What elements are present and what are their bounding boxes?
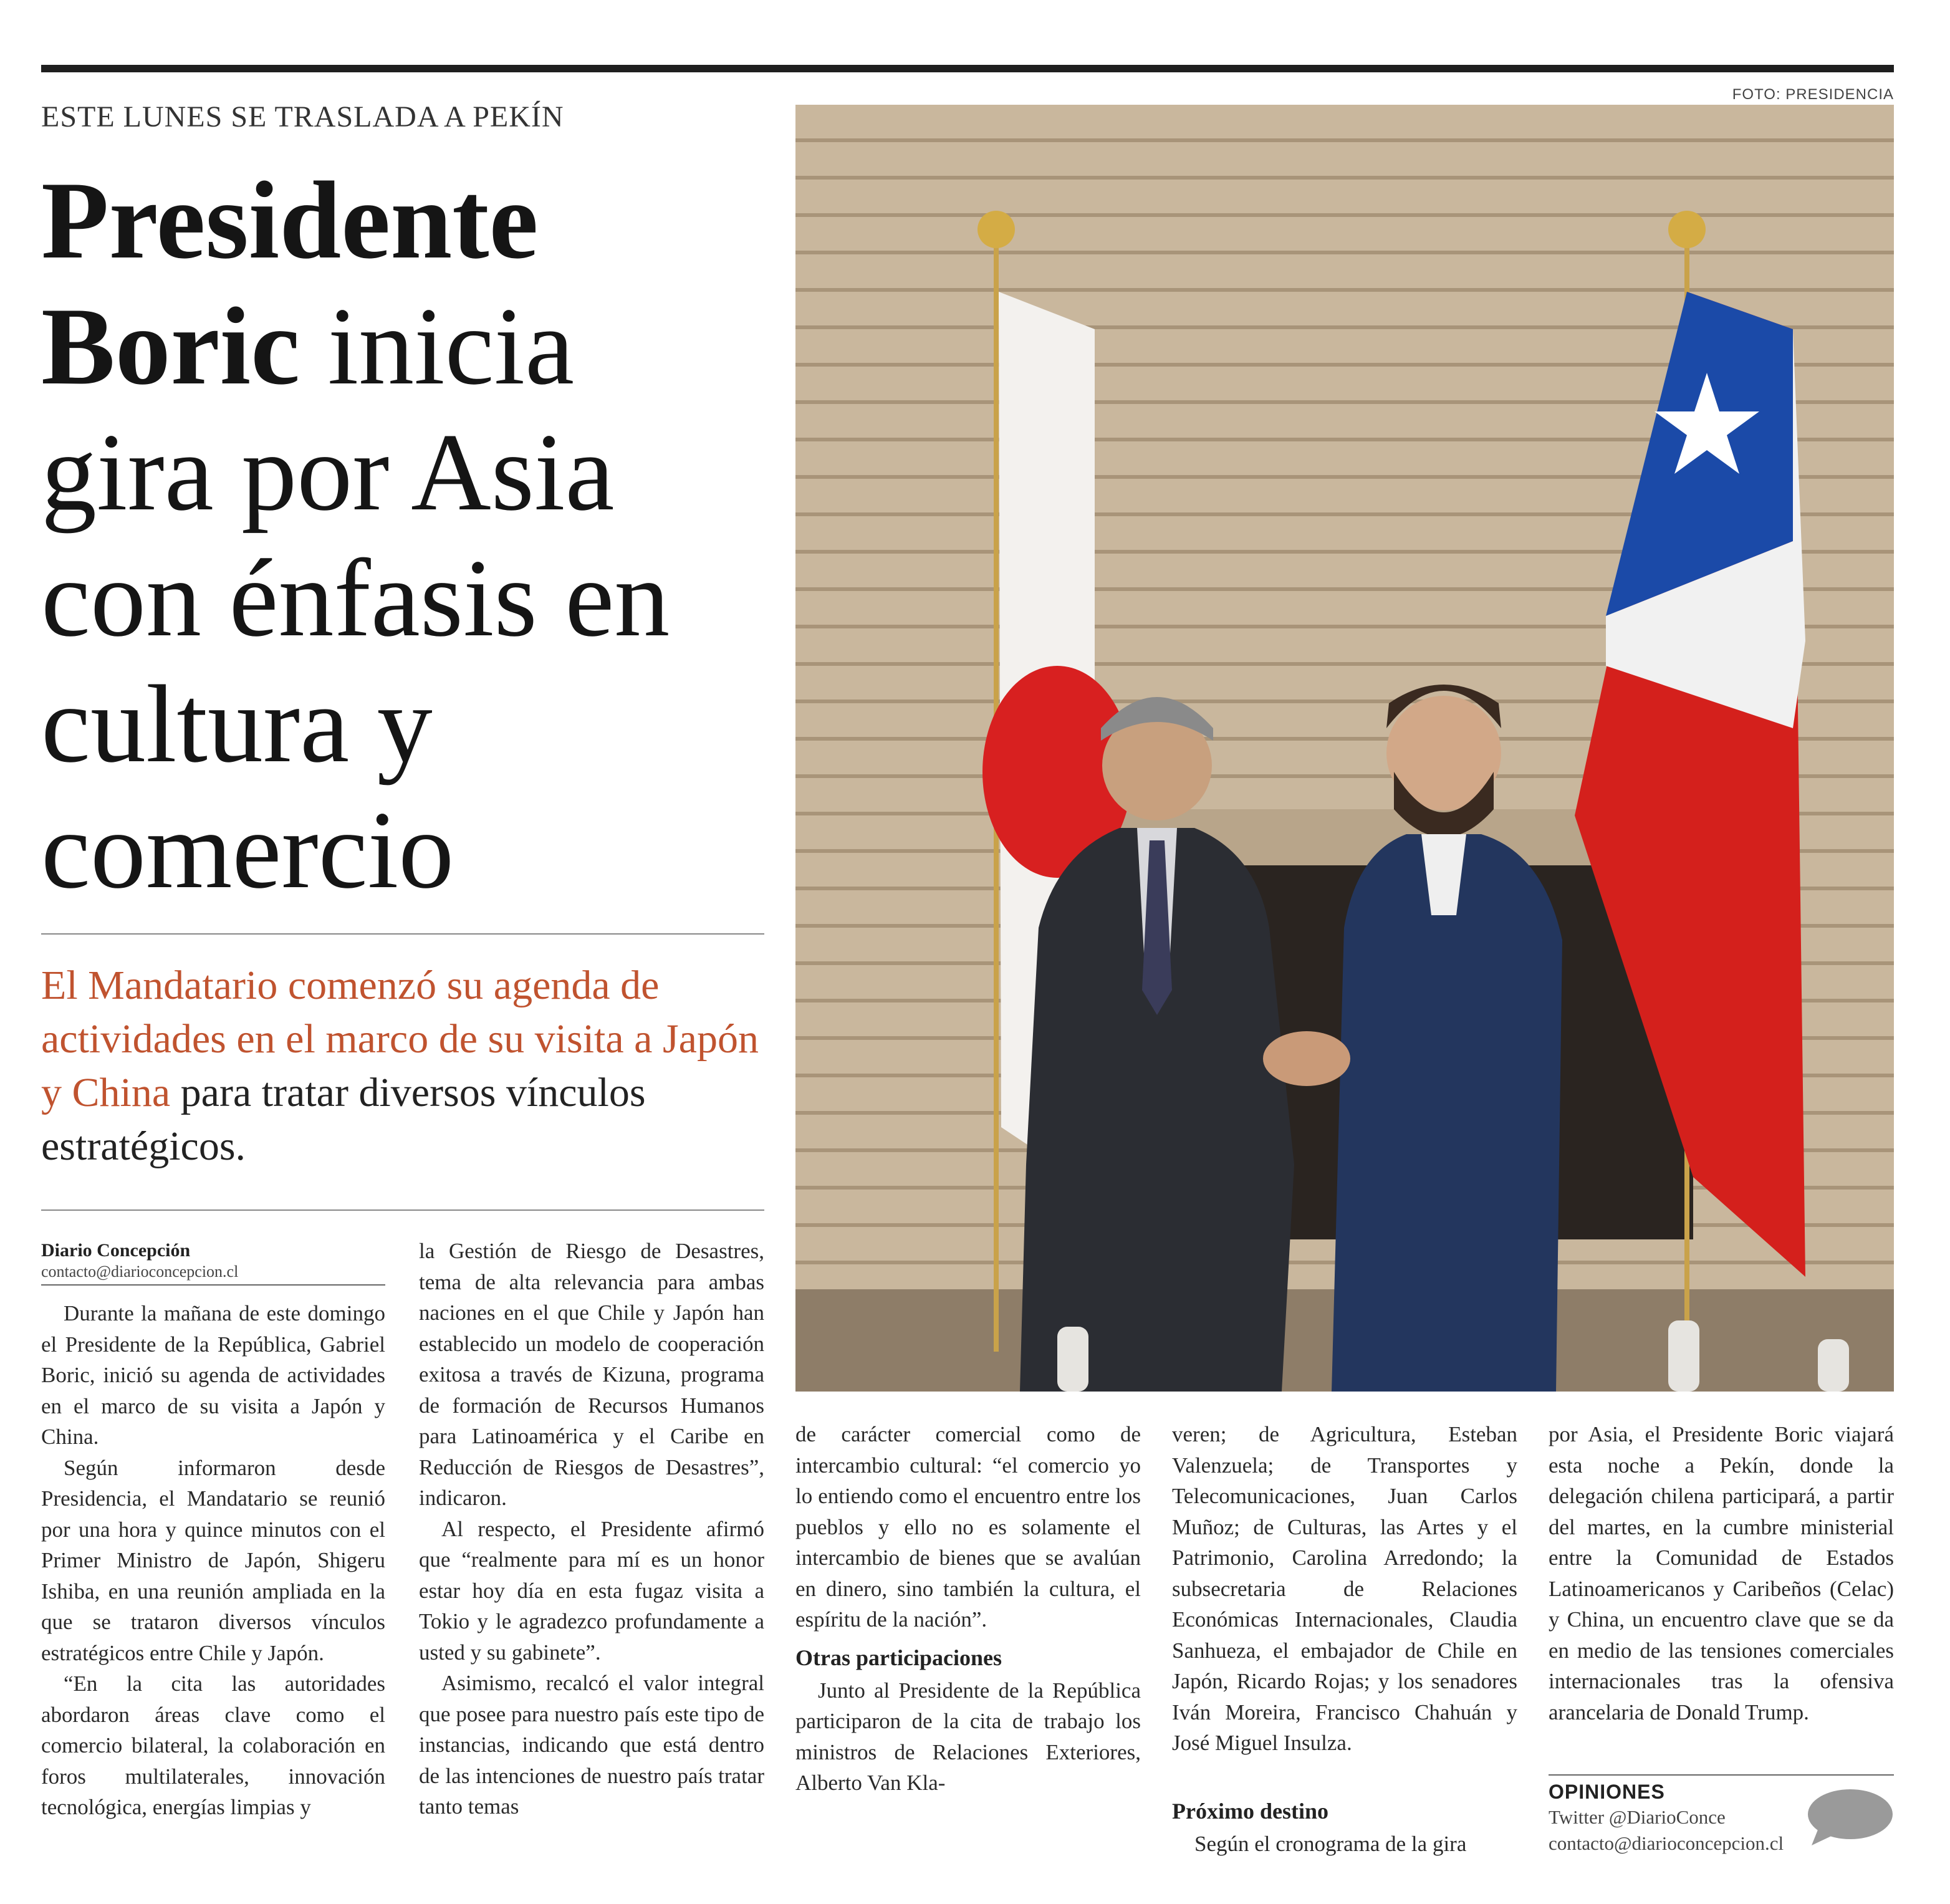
- pole-finial-left: [977, 211, 1015, 248]
- headline: [41, 157, 764, 913]
- photo-credit: FOTO: PRESIDENCIA: [1732, 86, 1894, 103]
- opiniones-email: contacto@diarioconcepcion.cl: [1549, 1832, 1784, 1854]
- paragraph-continued: veren; de Agricultura, Esteban Valenzuela; de Transportes y Telecomunicaciones, Juan Carlos Muñoz; de Culturas, las Artes y el Patrimonio, Carolina Arredondo; la subsecretaria de Relaciones Económicas Internacionales, Claudia Sanhueza, el embajador de Chile en Japón, Ricardo Rojas; y los senadores Iván Moreira, Francisco Chahuán y José Miguel Insulza.: [1172, 1422, 1517, 1755]
- column-3: [795, 1419, 1141, 1799]
- speech-bubble-icon: [1807, 1788, 1894, 1848]
- paragraph: Asimismo, recalcó el valor integral que posee para nuestro país este tipo de instancias, indicando que está dentro de las intenciones de nuestro país tratar tanto temas: [419, 1671, 764, 1819]
- kicker: ESTE LUNES SE TRASLADA A PEKÍN: [41, 100, 564, 133]
- bottle: [1057, 1327, 1088, 1392]
- headline-bold: Presidente Boric: [41, 158, 539, 408]
- paragraph: Junto al Presidente de la República participaron de la cita de trabajo los ministros de Relaciones Exteriores, Alberto Van Kla-: [795, 1678, 1141, 1795]
- opiniones-title: OPINIONES: [1549, 1781, 1665, 1803]
- headline-divider: [41, 933, 764, 935]
- paragraph: Según informaron desde Presidencia, el Mandatario se reunió por una hora y quince minutos con el Primer Ministro de Japón, Shigeru Ishiba, en una reunión ampliada en la que se trataron diversos vínculos estratégicos entre Chile y Japón.: [41, 1455, 385, 1665]
- subheading-otras-participaciones: Otras participaciones: [795, 1645, 1002, 1670]
- paragraph-continued: la Gestión de Riesgo de Desastres, tema de alta relevancia para ambas naciones en el que Chile y Japón han establecido un modelo de cooperación exitosa a través de Kizuna, programa de formación de Recursos Humanos para Latinoamérica y el Caribe en Reducción de Riesgos de Desastres”, indicaron.: [419, 1239, 764, 1510]
- paragraph: Durante la mañana de este domingo el Presidente de la República, Gabriel Boric, inició su agenda de actividades en el marco de su visita a Japón y China.: [41, 1301, 385, 1449]
- deck: [41, 959, 764, 1173]
- byline-name: Diario Concepción: [41, 1240, 191, 1261]
- column-4: [1172, 1419, 1517, 1859]
- paragraph-continued: por Asia, el Presidente Boric viajará esta noche a Pekín, donde la delegación chilena participará, a partir del martes, en la cumbre ministerial entre la Comunidad de Estados Latinoamericanos y Caribeños (Celac) y China, un encuentro clave que se da en medio de las tensiones comerciales internacionales tras la ofensiva arancelaria de Donald Trump.: [1549, 1422, 1894, 1724]
- deck-rest: para tratar diversos vínculos estratégicos.: [41, 1070, 646, 1169]
- column-1: [41, 1298, 385, 1823]
- top-rule: [41, 65, 1894, 72]
- bottle: [1818, 1339, 1849, 1392]
- column-5: [1549, 1419, 1894, 1728]
- opiniones-box: [1549, 1774, 1894, 1857]
- deck-divider: [41, 1209, 764, 1211]
- paragraph: Al respecto, el Presidente afirmó que “realmente para mí es un honor estar hoy día en esta fugaz visita a Tokio y le agradezco profundamente a usted y su gabinete”.: [419, 1516, 764, 1665]
- paragraph-continued: de carácter comercial como de intercambio cultural: “el comercio yo lo entiendo como el encuentro entre los pueblos y ello no es solamente el intercambio de bienes que se avalúan en dinero, sino también la cultura, el espíritu de la nación”.: [795, 1422, 1141, 1632]
- person-right-suit: [1332, 834, 1562, 1392]
- subheading-proximo-destino: Próximo destino: [1172, 1798, 1328, 1824]
- paragraph: Según el cronograma de la gira: [1194, 1831, 1467, 1856]
- byline-email: contacto@diarioconcepcion.cl: [41, 1262, 239, 1281]
- photo: [795, 105, 1894, 1392]
- handshake: [1263, 1031, 1350, 1086]
- handshake-photo: [795, 105, 1894, 1392]
- paragraph: “En la cita las autoridades abordaron áreas clave como el comercio bilateral, la colaboración en foros multilaterales, innovación tecnológica, energías limpias y: [41, 1671, 385, 1819]
- bottle: [1668, 1320, 1699, 1392]
- opiniones-twitter: Twitter @DiarioConce: [1549, 1806, 1726, 1828]
- pole-finial-right: [1668, 211, 1706, 248]
- column-2: [419, 1236, 764, 1822]
- byline: [41, 1239, 385, 1286]
- deck-accent: El Mandatario comenzó su agenda de actividades en el marco de su visita a Japón y China: [41, 963, 759, 1115]
- headline-rest: inicia gira por Asia con énfasis en cultura y comercio: [41, 284, 670, 911]
